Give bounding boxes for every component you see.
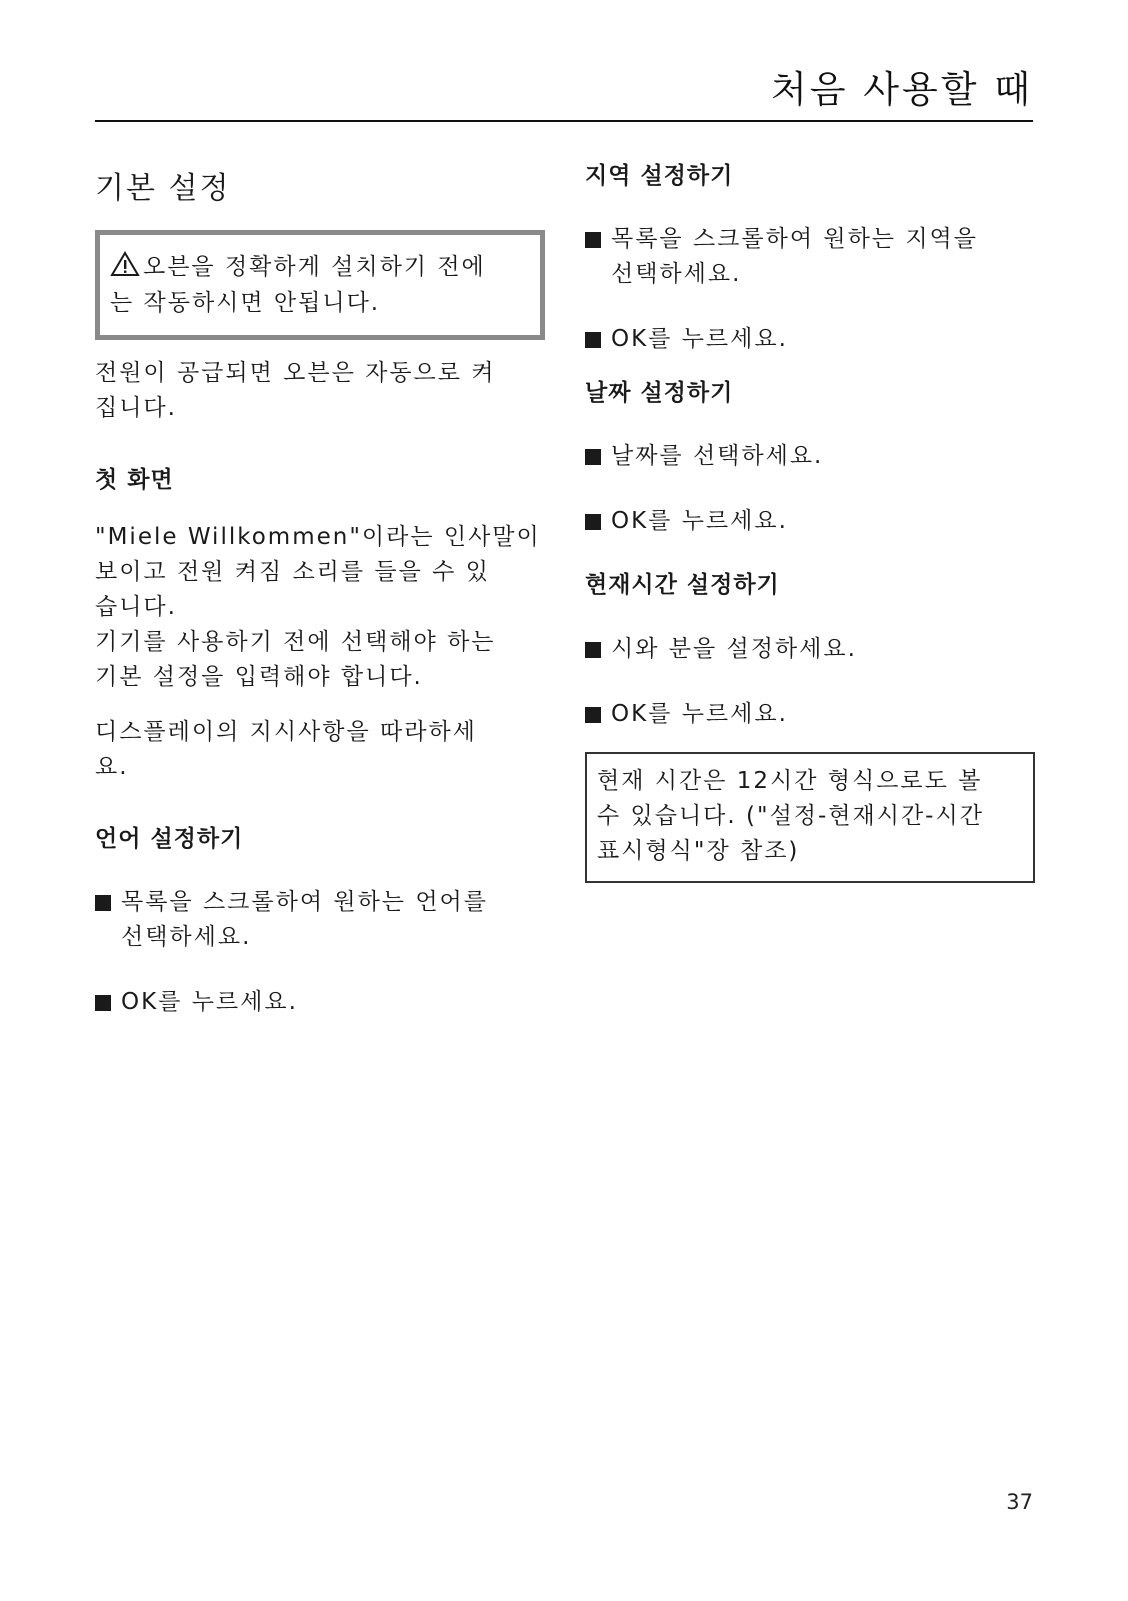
bullet-square-icon: [585, 707, 601, 723]
section-title: 기본 설정: [95, 171, 231, 206]
list-item: 시와 분을 설정하세요.: [585, 632, 1035, 667]
warning-box: [95, 230, 545, 340]
right-column: [585, 160, 1035, 883]
list-item: OK를 누르세요.: [585, 322, 1035, 357]
bullet-square-icon: [585, 449, 601, 465]
bullet-square-icon: [585, 332, 601, 348]
note-box: 현재 시간은 12시간 형식으로도 볼 수 있습니다. ("설정-현재시간-시간 표시형식"장 참조): [585, 752, 1035, 883]
bullet-square-icon: [585, 514, 601, 530]
bullet-square-icon: [585, 232, 601, 248]
list-item: 날짜를 선택하세요.: [585, 439, 1035, 474]
list-item: 목록을 스크롤하여 원하는 언어를 선택하세요.: [95, 885, 545, 955]
list-item: 목록을 스크롤하여 원하는 지역을 선택하세요.: [585, 222, 1035, 292]
language-title: 언어 설정하기: [95, 826, 244, 853]
bullet-square-icon: [95, 995, 111, 1011]
warning-text: 오븐을 정확하게 설치하기 전에 는 작동하시면 안됩니다.: [110, 254, 486, 316]
region-title: 지역 설정하기: [585, 163, 734, 189]
first-screen-title: 첫 화면: [95, 467, 174, 493]
first-screen-text-2: 디스플레이의 지시사항을 따라하세 요.: [95, 719, 477, 781]
bullet-square-icon: [585, 642, 601, 658]
bullet-square-icon: [95, 895, 111, 911]
page-header-title: 처음 사용할 때: [771, 68, 1033, 111]
list-item: OK를 누르세요.: [585, 697, 1035, 732]
page-number: 37: [1006, 1490, 1033, 1514]
header-rule: [95, 120, 1033, 122]
warning-triangle-icon: [110, 251, 140, 277]
list-item: OK를 누르세요.: [95, 985, 545, 1020]
left-column: [95, 160, 545, 1020]
time-title: 현재시간 설정하기: [585, 572, 780, 599]
first-screen-text: "Miele Willkommen"이라는 인사말이 보이고 전원 켜짐 소리를 들을 수 있 습니다. 기기를 사용하기 전에 선택해야 하는 기본 설정을 입력해야 합니다.: [95, 524, 541, 691]
power-text: 전원이 공급되면 오븐은 자동으로 켜 집니다.: [95, 360, 496, 421]
date-title: 날짜 설정하기: [585, 380, 734, 407]
list-item: OK를 누르세요.: [585, 504, 1035, 539]
